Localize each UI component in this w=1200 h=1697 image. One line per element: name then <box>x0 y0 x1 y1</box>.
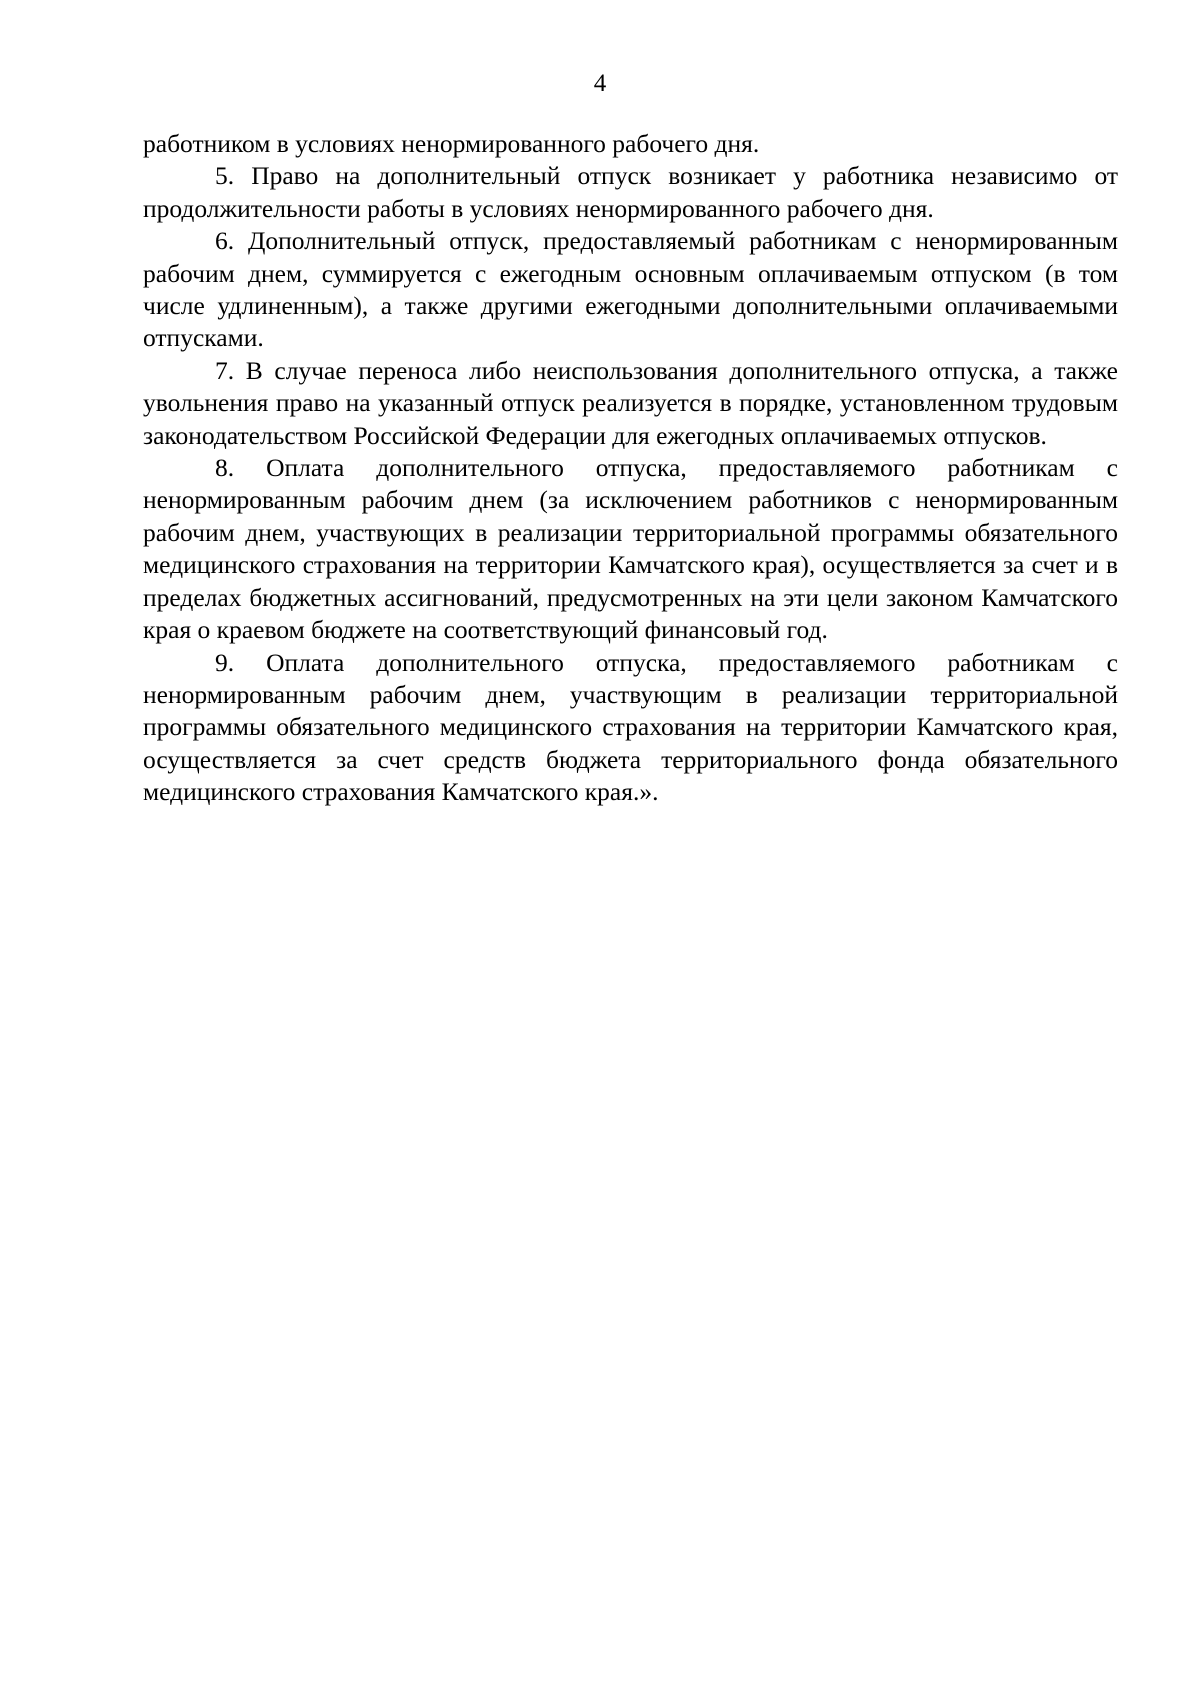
paragraph-item-6: 6. Дополнительный отпуск, предоставляемый работникам с ненормированным рабочим днем, суммируется с ежегодным основным оплачиваемым отпуском (в том числе удлиненным), а также другими ежегодными дополнительными оплачиваемыми отпусками. <box>143 226 1118 353</box>
page-number: 4 <box>593 70 607 97</box>
paragraph-item-9: 9. Оплата дополнительного отпуска, предоставляемого работникам с ненормированным рабочим днем, участвующим в реализации территориальной программы обязательного медицинского страхования на территории Камчатского края, осуществляется за счет средств бюджета территориального фонда обязательного медицинского страхования Камчатского края.». <box>143 647 1118 807</box>
paragraph-item-8: 8. Оплата дополнительного отпуска, предоставляемого работникам с ненормированным рабочим днем (за исключением работников с ненормированным рабочим днем, участвующих в реализации территориальной программы обязательного медицинского страхования на территории Камчатского края), осуществляется за счет и в пределах бюджетных ассигнований, предусмотренных на эти цели законом Камчатского края о краевом бюджете на соответствующий финансовый год. <box>143 453 1118 645</box>
document-body <box>143 128 1118 809</box>
paragraph-item-7: 7. В случае переноса либо неиспользования дополнительного отпуска, а также увольнения право на указанный отпуск реализуется в порядке, установленном трудовым законодательством Российской Федерации для ежегодных оплачиваемых отпусков. <box>143 355 1118 450</box>
paragraph-continuation: работником в условиях ненормированного рабочего дня. <box>143 129 760 158</box>
paragraph-item-5: 5. Право на дополнительный отпуск возникает у работника независимо от продолжительности работы в условиях ненормированного рабочего дня. <box>143 161 1118 223</box>
